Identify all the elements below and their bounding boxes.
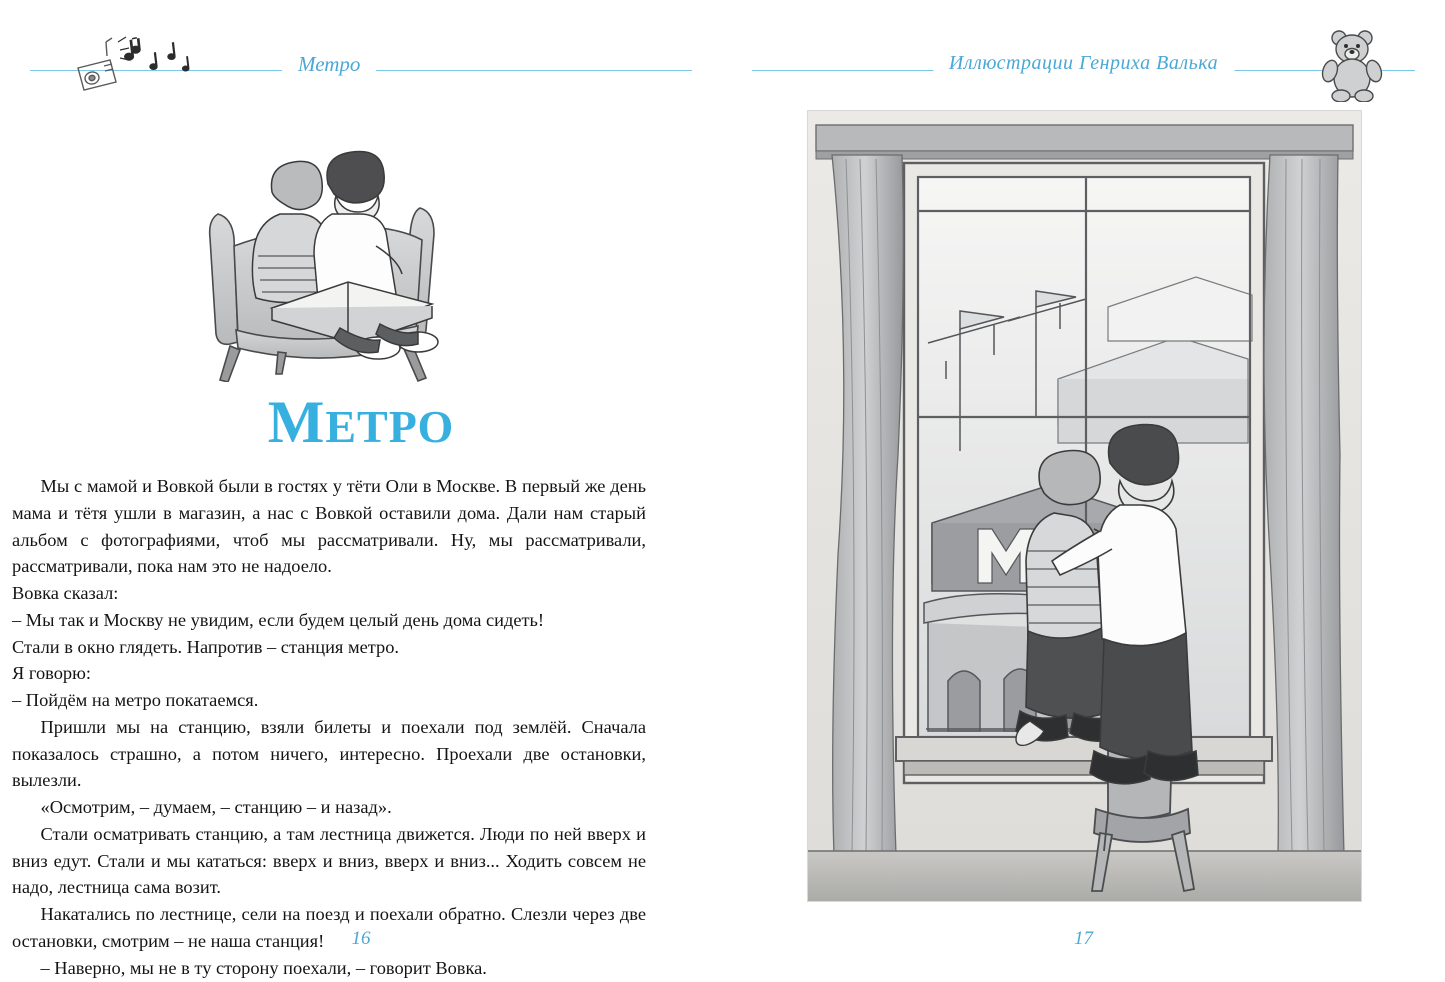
paragraph: Накатались по лестнице, сели на поезд и поехали обратно. Слезли через две остановки, смотрим – не наша станция! [12, 904, 646, 952]
paragraph: – Мы так и Москву не увидим, если будем целый день дома сидеть! [12, 609, 545, 630]
paragraph: – Пойдём на метро покатаемся. [12, 690, 259, 711]
running-head-title-left: Метро [282, 52, 376, 77]
running-head-left [30, 30, 692, 88]
folio-left: 16 [351, 928, 371, 949]
paragraph: «Осмотрим, – думаем, – станцию – и назад». [40, 797, 392, 818]
chapter-title-initial: М [267, 389, 326, 455]
chapter-title [0, 389, 722, 455]
paragraph: Мы с мамой и Вовкой были в гостях у тёти Оли в Москве. В первый же день мама и тётя ушли в магазин, а нас с Вовкой оставили дома. Дали нам старый альбом с фотографиями, чтоб мы рассматривали. Ну, мы рассматривали, рассматривали, пока нам это не надоело. [12, 476, 646, 577]
paragraph: Стали в окно глядеть. Напротив – станция метро. [12, 636, 400, 657]
illustration-plate-window-scene [807, 110, 1362, 902]
body-text [12, 473, 646, 982]
left-page [0, 0, 722, 978]
folio-right: 17 [1074, 928, 1093, 949]
paragraph: Пришли мы на станцию, взяли билеты и поехали под землёй. Сначала показалось страшно, а потом ничего, интересно. Проехали две остановки, вылезли. [12, 716, 646, 791]
running-head-right [752, 30, 1415, 88]
paragraph: Стали осматривать станцию, а там лестница движется. Люди по ней вверх и вниз едут. Стали и мы кататься: вверх и вниз, вверх и вниз... Ходить совсем не надо, лестница сама возит. [12, 823, 646, 898]
paragraph: Вовка сказал: [12, 583, 119, 604]
teddy-bear-icon [1317, 26, 1387, 102]
paragraph: – Наверно, мы не в ту сторону поехали, – говорит Вовка. [40, 957, 487, 978]
radio-with-music-notes-icon [70, 30, 200, 100]
paragraph: Я говорю: [12, 663, 91, 684]
illustration-boys-reading-album [180, 96, 480, 382]
chapter-title-rest: ЕТРО [325, 401, 455, 452]
right-page [722, 0, 1445, 968]
running-head-title-right: Иллюстрации Генриха Валька [933, 52, 1234, 75]
